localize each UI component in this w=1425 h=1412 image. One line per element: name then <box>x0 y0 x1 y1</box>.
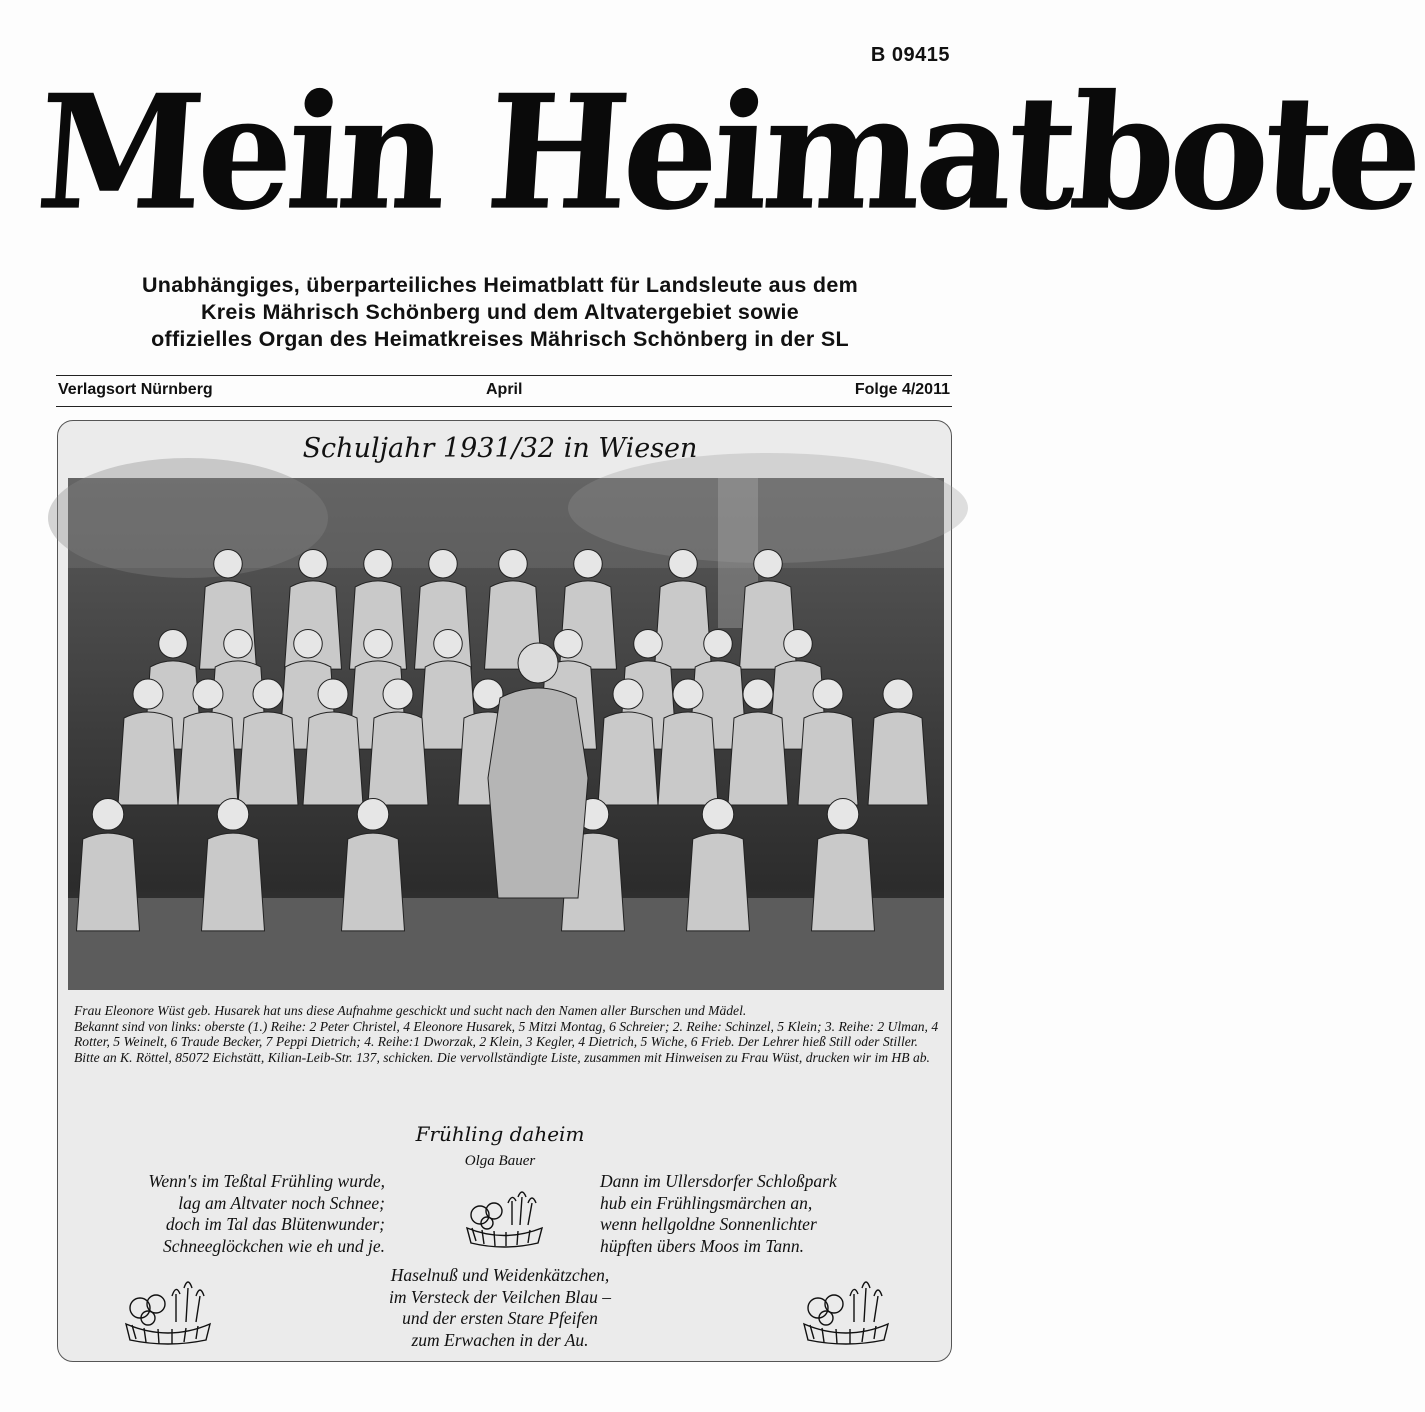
poem-stanza-1 <box>140 1171 385 1257</box>
publisher-place: Verlagsort Nürnberg <box>58 381 213 398</box>
subtitle <box>40 272 960 353</box>
poem-author: Olga Bauer <box>464 1153 536 1169</box>
photo-figure-body <box>118 712 178 805</box>
photo-figure-head <box>133 679 163 709</box>
photo-figure-head <box>299 549 328 578</box>
photo-figure-head <box>813 679 843 709</box>
photo-figure-body <box>868 712 928 805</box>
subtitle-line: Kreis Mährisch Schönberg und dem Altvatergebiet sowie <box>200 300 800 324</box>
photo-figure-head <box>574 549 603 578</box>
photo-figure-head <box>434 629 463 658</box>
photo-caption <box>74 1003 944 1065</box>
photo-figure-head <box>673 679 703 709</box>
poem-line: Wenn's im Teßtal Frühling wurde, <box>148 1171 385 1191</box>
photo-figure-head <box>364 549 393 578</box>
photo-figure-body <box>798 712 858 805</box>
photo-figure-head <box>702 799 734 831</box>
poem-line: hüpften übers Moos im Tann. <box>600 1235 805 1256</box>
photo-figure-body <box>342 833 405 931</box>
flower-basket-icon <box>118 1272 218 1347</box>
photo-figure-head <box>743 679 773 709</box>
photo-figure-head <box>224 629 253 658</box>
caption-line: Bitte an K. Röttel, 85072 Eichstätt, Kilian-Leib-Str. 137, schicken. Die vervollständigte Liste, zusammen mit Hinweisen zu Frau Wüst, drucken wir im HB ab. <box>74 1049 930 1065</box>
photo-figure-head <box>473 679 503 709</box>
photo-figure-head <box>357 799 389 831</box>
poem-line: lag am Altvater noch Schnee; <box>178 1192 385 1213</box>
photo-figure-body <box>687 833 750 931</box>
poem-line: und der ersten Stare Pfeifen <box>402 1308 598 1328</box>
photo-figure-head <box>364 629 393 658</box>
caption-line: Bekannt sind von links: oberste (1.) Reihe: 2 Peter Christel, 4 Eleonore Husarek, 5 Mitzi Montag, 6 Schreier; 2. Reihe: Schinzel, 5 Klein; 3. Reihe: 2 Ulman, 4 Rotter, 5 Weinelt, 6 Traude Becker, 7 Peppi Dietrich; 4. Reihe:1 Dworzak, 2 Klein, 3 Kegler, 4 Dietrich, 5 Wiche, 6 Frieb. Der Lehrer hieß Still oder Stiller. <box>74 1018 939 1050</box>
subtitle-line: offizielles Organ des Heimatkreises Mährisch Schönberg in der SL <box>151 327 849 351</box>
photo-figure-body <box>77 833 140 931</box>
photo-figure-head <box>429 549 458 578</box>
photo-figure-head <box>784 629 813 658</box>
photo-teacher-body <box>488 688 588 898</box>
poem-line: im Versteck der Veilchen Blau – <box>388 1286 612 1307</box>
flower-basket-icon <box>796 1272 896 1347</box>
photo-figure-body <box>812 833 875 931</box>
issn-code: B 09415 <box>870 44 950 66</box>
poem-stanza-2 <box>600 1171 870 1257</box>
issue-number: Folge 4/2011 <box>854 381 950 398</box>
photo-figure-body <box>200 581 257 669</box>
poem-line: Schneeglöckchen wie eh und je. <box>162 1235 385 1256</box>
poem-line: zum Erwachen in der Au. <box>411 1329 589 1350</box>
photo-figure-head <box>214 549 243 578</box>
poem-stanza-3 <box>360 1265 640 1351</box>
issue-info-bar <box>56 375 952 407</box>
caption-line: Frau Eleonore Wüst geb. Husarek hat uns diese Aufnahme geschickt und sucht nach den Namen aller Burschen und Mädel. <box>74 1003 747 1018</box>
poem-title: Frühling daheim <box>415 1122 585 1146</box>
poem-line: Dann im Ullersdorfer Schloßpark <box>600 1171 837 1191</box>
class-photo-illustration <box>68 478 944 990</box>
photo-figure-body <box>368 712 428 805</box>
poem-line: wenn hellgoldne Sonnenlichter <box>600 1214 817 1234</box>
photo-figure-head <box>704 629 733 658</box>
poem-line: Haselnuß und Weidenkätzchen, <box>390 1265 610 1285</box>
masthead-title: Mein Heimatbote <box>31 60 1423 246</box>
photo-figure-head <box>827 799 859 831</box>
photo-figure-head <box>613 679 643 709</box>
photo-figure-body <box>658 712 718 805</box>
photo-figure-body <box>598 712 658 805</box>
photo-figure-head <box>669 549 698 578</box>
photo-figure-head <box>318 679 348 709</box>
photo-figure-body <box>655 581 712 669</box>
photo-figure-head <box>634 629 663 658</box>
photo-figure-body <box>740 581 797 669</box>
poem-line: doch im Tal das Blütenwunder; <box>165 1214 385 1234</box>
photo-figure-body <box>728 712 788 805</box>
photo-figure-head <box>193 679 223 709</box>
photo-figure-head <box>554 629 583 658</box>
issue-month: April <box>486 381 523 398</box>
photo-figure-body <box>238 712 298 805</box>
class-photo <box>68 478 944 990</box>
photo-teacher-head <box>518 643 558 683</box>
photo-figure-body <box>202 833 265 931</box>
photo-figure-head <box>754 549 783 578</box>
photo-figure-head <box>383 679 413 709</box>
photo-figure-head <box>883 679 913 709</box>
photo-figure-head <box>499 549 528 578</box>
photo-figure-head <box>217 799 249 831</box>
photo-figure-body <box>178 712 238 805</box>
subtitle-line: Unabhängiges, überparteiliches Heimatblatt für Landsleute aus dem <box>141 273 858 297</box>
feature-headline: Schuljahr 1931/32 in Wiesen <box>302 433 698 464</box>
photo-figure-head <box>253 679 283 709</box>
photo-figure-head <box>159 629 188 658</box>
photo-figure-head <box>294 629 323 658</box>
flower-basket-icon <box>462 1183 547 1248</box>
poem-line: hub ein Frühlingsmärchen an, <box>600 1192 813 1213</box>
photo-figure-head <box>92 799 124 831</box>
photo-figure-body <box>303 712 363 805</box>
